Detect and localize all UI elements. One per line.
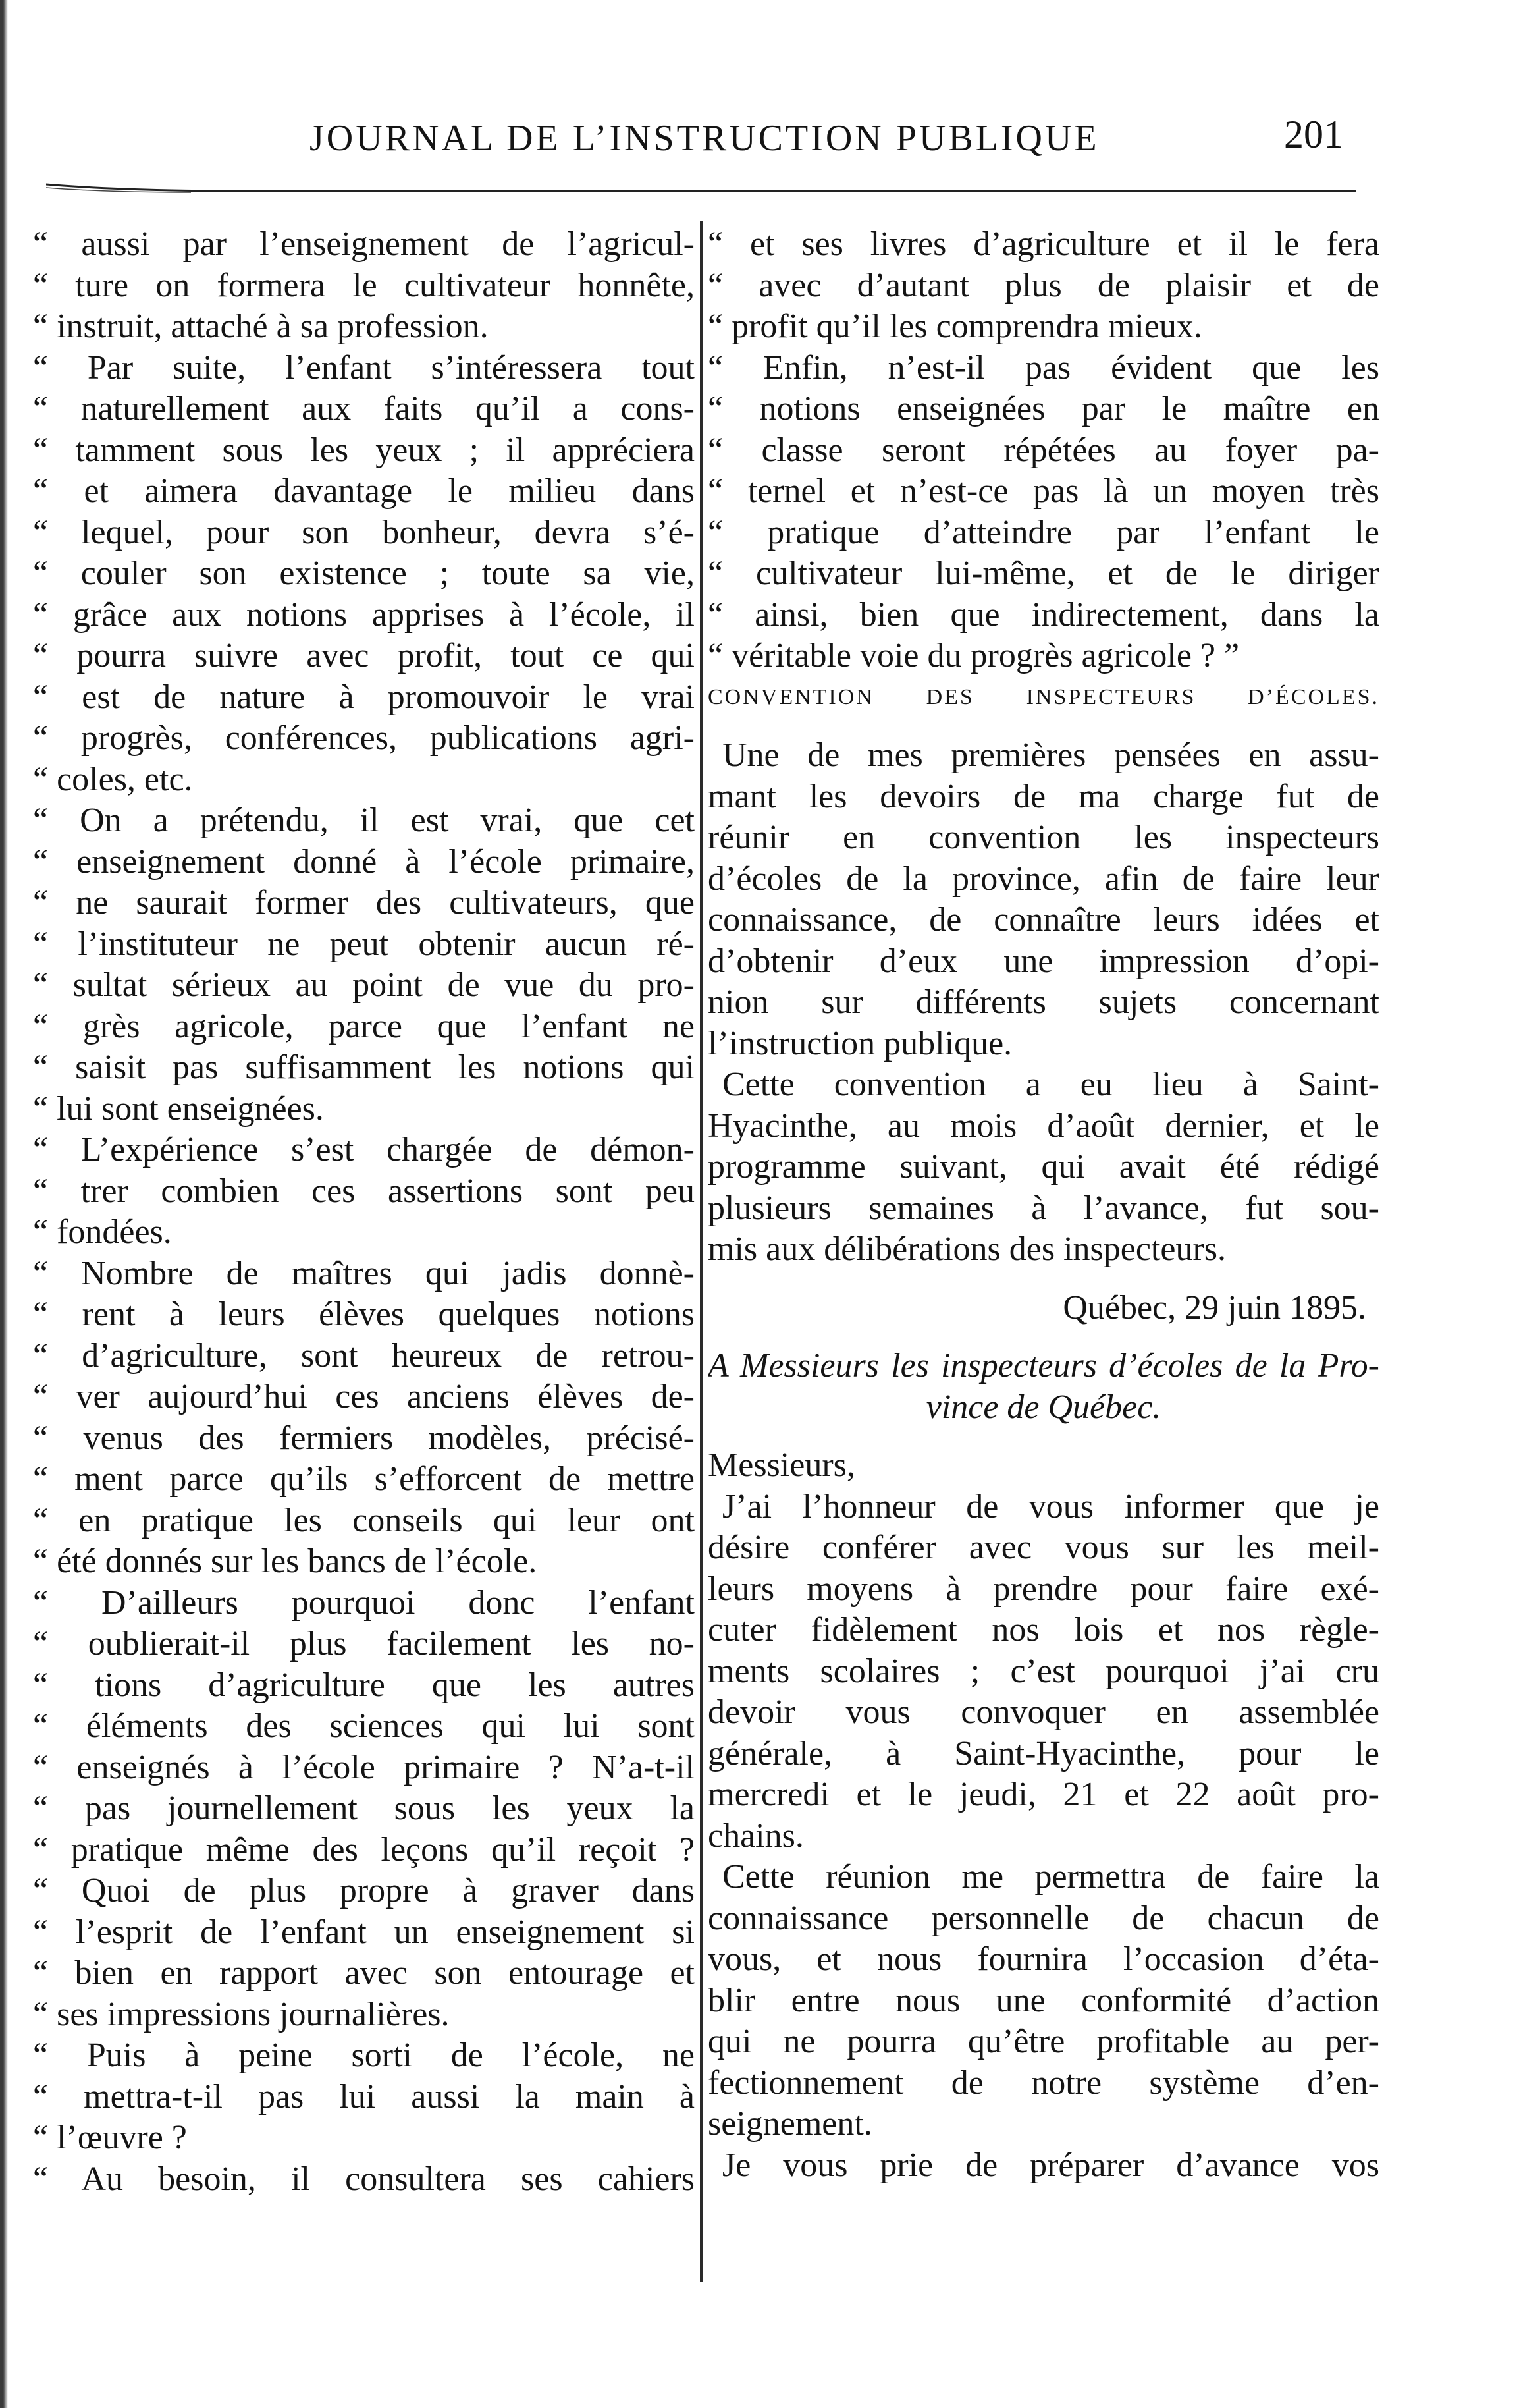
spacer [708,1428,1379,1445]
text-line: “ Au besoin, il consultera ses cahiers [33,2160,695,2198]
text-line: “ classe seront répétées au foyer pa- [708,431,1379,469]
text-line: mercredi et le jeudi, 21 et 22 août pro- [708,1776,1379,1813]
text-line: Hyacinthe, au mois d’août dernier, et le [708,1107,1379,1145]
text-line: blir entre nous une conformité d’action [708,1981,1379,2019]
address-line: A Messieurs les inspecteurs d’écoles de la Pro- [708,1347,1379,1384]
text-line: “ grâce aux notions apprises à l’école, il [33,595,695,634]
text-line: “ est de nature à promouvoir le vrai [33,678,695,716]
text-line: “ enseignement donné à l’école primaire, [33,842,695,881]
text-line: “ ternel et n’est-ce pas là un moyen très [708,472,1379,510]
text-line: ments scolaires ; c’est pourquoi j’ai cru [708,1652,1379,1690]
text-line: “ bien en rapport avec son entourage et [33,1954,695,1992]
page-number: 201 [1284,113,1343,156]
text-line: “ naturellement aux faits qu’il a cons- [33,390,695,427]
text-line: “ lequel, pour son bonheur, devra s’é- [33,513,695,551]
header-rule [46,182,1356,194]
column-divider [700,221,703,2282]
text-line: “ pas journellement sous les yeux la [33,1790,695,1827]
dateline: Québec, 29 juin 1895. [1063,1288,1366,1327]
right-column [708,224,1379,2186]
text-line: “ Enfin, n’est-il pas évident que les [708,348,1379,387]
text-line: mant les devoirs de ma charge fut de [708,777,1379,815]
text-line: vous, et nous fournira l’occasion d’éta- [708,1940,1379,1978]
text-line: “ été donnés sur les bancs de l’école. [33,1543,537,1580]
text-line: “ ver aujourd’hui ces anciens élèves de- [33,1378,695,1415]
text-line: “ l’œuvre ? [33,2119,187,2156]
text-line: fectionnement de notre système d’en- [708,2064,1379,2102]
text-line: Une de mes premières pensées en assu- [722,736,1379,774]
text-line: “ l’instituteur ne peut obtenir aucun ré- [33,925,695,963]
text-line: qui ne pourra qu’être profitable au per- [708,2023,1379,2060]
page-edge-shadow [0,0,8,2408]
text-line: “ en pratique les conseils qui leur ont [33,1501,695,1539]
text-line: seignement. [708,2105,872,2143]
text-line: “ tamment sous les yeux ; il appréciera [33,431,695,469]
text-line: Je vous prie de préparer d’avance vos [722,2146,1379,2184]
text-line: l’instruction publique. [708,1024,1013,1062]
text-line: “ fondées. [33,1213,172,1251]
text-line: “ aussi par l’enseignement de l’agricul- [33,225,695,263]
text-line: “ D’ailleurs pourquoi donc l’enfant [33,1583,695,1622]
text-line: “ Puis à peine sorti de l’école, ne [33,2037,695,2074]
text-line: d’obtenir d’eux une impression d’opi- [708,942,1379,980]
text-line: “ ses impressions journalières. [33,1995,450,2033]
text-line: générale, à Saint-Hyacinthe, pour le [708,1734,1379,1772]
text-line: programme suivant, qui avait été rédigé [708,1148,1379,1186]
text-line: “ ment parce qu’ils s’efforcent de mettre [33,1460,695,1498]
running-title: JOURNAL DE L’INSTRUCTION PUBLIQUE [309,118,1100,159]
text-line: “ ainsi, bien que indirectement, dans la [708,595,1379,634]
text-line: “ venus des fermiers modèles, précisé- [33,1419,695,1457]
text-line: “ coles, etc. [33,760,193,798]
text-line: “ et aimera davantage le milieu dans [33,472,695,510]
text-line: “ l’esprit de l’enfant un enseignement si [33,1913,695,1951]
text-line: nion sur différents sujets concernant [708,983,1379,1021]
text-line: cuter fidèlement nos lois et nos règle- [708,1611,1379,1649]
text-line: “ cultivateur lui-même, et de le diriger [708,555,1379,592]
text-line: “ pratique même des leçons qu’il reçoit ? [33,1830,695,1869]
text-line: “ pourra suivre avec profit, tout ce qui [33,637,695,674]
text-line: “ trer combien ces assertions sont peu [33,1172,695,1210]
text-line: “ tions d’agriculture que les autres [33,1666,695,1704]
text-line: “ éléments des sciences qui lui sont [33,1707,695,1745]
text-line: “ couler son existence ; toute sa vie, [33,555,695,592]
text-line: “ d’agriculture, sont heureux de retrou- [33,1336,695,1375]
text-line: plusieurs semaines à l’avance, fut sou- [708,1189,1379,1227]
section-heading: CONVENTION DES INSPECTEURS D’ÉCOLES. [708,684,1379,709]
text-line: devoir vous convoquer en assemblée [708,1693,1379,1731]
text-line: réunir en convention les inspecteurs [708,819,1379,856]
text-line: “ grès agricole, parce que l’enfant ne [33,1007,695,1045]
salutation: Messieurs, [708,1446,855,1484]
text-line: “ lui sont enseignées. [33,1089,324,1128]
text-line: “ mettra-t-il pas lui aussi la main à [33,2077,695,2116]
text-line: “ notions enseignées par le maître en [708,390,1379,427]
spacer [708,1328,1379,1346]
text-line: “ profit qu’il les comprendra mieux. [708,308,1202,345]
text-line: “ rent à leurs élèves quelques notions [33,1296,695,1333]
text-line: “ saisit pas suffisamment les notions qui [33,1049,695,1086]
text-line: J’ai l’honneur de vous informer que je [722,1487,1379,1525]
text-line: connaissance, de connaître leurs idées et [708,901,1379,939]
text-line: “ ne saurait former des cultivateurs, que [33,884,695,921]
text-line: “ Nombre de maîtres qui jadis donnè- [33,1254,695,1292]
text-line: “ Quoi de plus propre à graver dans [33,1872,695,1909]
text-line: “ Par suite, l’enfant s’intéressera tout [33,348,695,387]
text-line: “ enseignés à l’école primaire ? N’a-t-il [33,1748,695,1786]
address-line: vince de Québec. [926,1388,1161,1426]
text-line: connaissance personnelle de chacun de [708,1899,1379,1937]
text-line: “ progrès, conférences, publications agri- [33,719,695,757]
text-line: désire conférer avec vous sur les meil- [708,1529,1379,1566]
text-line: chains. [708,1817,804,1855]
left-column [33,224,695,2200]
text-line: leurs moyens à prendre pour faire exé- [708,1570,1379,1608]
spacer [708,1271,1379,1288]
text-line: “ pratique d’atteindre par l’enfant le [708,513,1379,551]
text-line: “ instruit, attaché à sa profession. [33,308,489,345]
text-line: “ sultat sérieux au point de vue du pro- [33,966,695,1004]
text-line: “ et ses livres d’agriculture et il le fera [708,225,1379,263]
text-line: “ On a prétendu, il est vrai, que cet [33,802,695,839]
text-line: mis aux délibérations des inspecteurs. [708,1230,1227,1268]
text-line: “ oublierait-il plus facilement les no- [33,1625,695,1662]
text-line: “ avec d’autant plus de plaisir et de [708,266,1379,304]
text-line: “ véritable voie du progrès agricole ? ” [708,637,1240,674]
text-line: “ L’expérience s’est chargée de démon- [33,1131,695,1168]
text-line: d’écoles de la province, afin de faire leur [708,860,1379,898]
text-line: Cette réunion me permettra de faire la [722,1858,1379,1896]
text-line: Cette convention a eu lieu à Saint- [722,1066,1379,1103]
text-line: “ ture on formera le cultivateur honnête, [33,266,695,304]
spacer [708,718,1379,735]
